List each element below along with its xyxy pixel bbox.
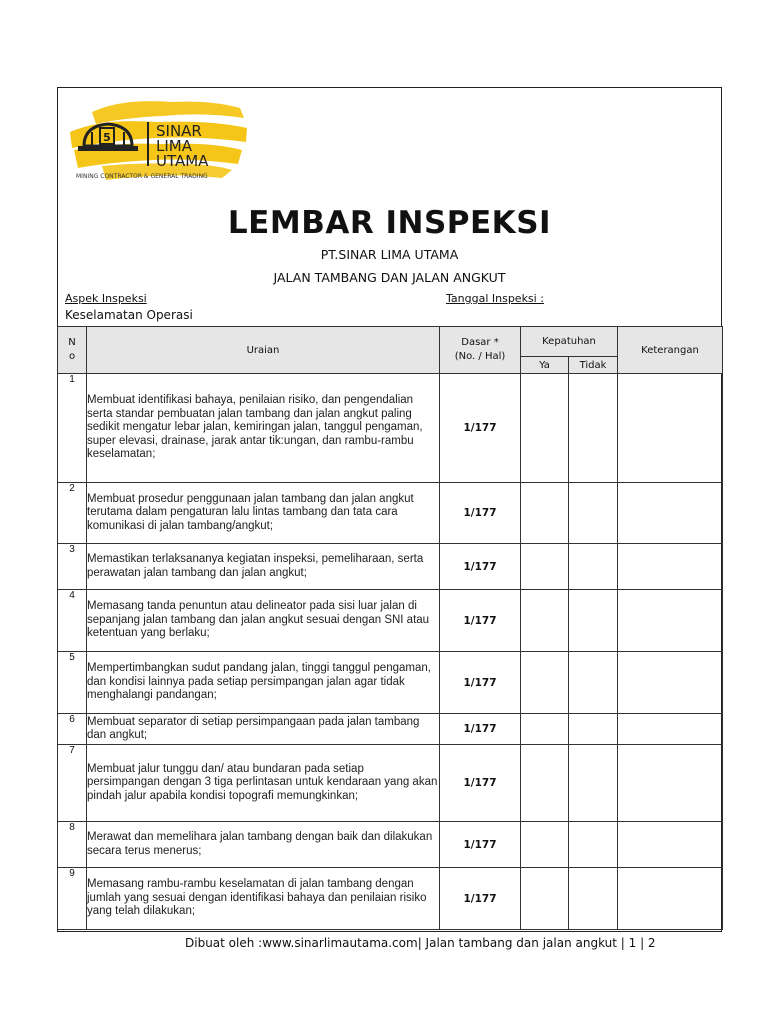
row-remarks-cell[interactable] bbox=[618, 483, 723, 544]
row-number: 2 bbox=[58, 483, 87, 544]
row-yes-cell[interactable] bbox=[521, 374, 569, 483]
header-remarks: Keterangan bbox=[618, 327, 723, 374]
row-description: Membuat prosedur penggunaan jalan tambang dan jalan angkut terutama dalam pengaturan lalu lintas tambang dan tata cara komunikasi di jalan tambang/angkut; bbox=[87, 483, 440, 544]
row-yes-cell[interactable] bbox=[521, 590, 569, 652]
row-description: Mempertimbangkan sudut pandang jalan, tinggi tanggul pengaman, dan kondisi lainnya pada setiap persimpangan jalan agar tidak menghalangi pandangan; bbox=[87, 652, 440, 714]
row-yes-cell[interactable] bbox=[521, 483, 569, 544]
row-remarks-cell[interactable] bbox=[618, 374, 723, 483]
header-basis: Dasar * (No. / Hal) bbox=[440, 327, 521, 374]
row-no-cell[interactable] bbox=[569, 822, 618, 868]
row-yes-cell[interactable] bbox=[521, 868, 569, 930]
row-yes-cell[interactable] bbox=[521, 544, 569, 590]
row-no-cell[interactable] bbox=[569, 714, 618, 745]
aspect-label: Aspek Inspeksi bbox=[65, 292, 147, 305]
table-row bbox=[58, 714, 723, 745]
row-yes-cell[interactable] bbox=[521, 714, 569, 745]
row-remarks-cell[interactable] bbox=[618, 868, 723, 930]
row-number: 4 bbox=[58, 590, 87, 652]
header-description: Uraian bbox=[87, 327, 440, 374]
table-row bbox=[58, 745, 723, 822]
row-description: Memasang rambu-rambu keselamatan di jalan tambang dengan jumlah yang sesuai dengan identifikasi bahaya dan penilaian risiko yang telah dilakukan; bbox=[87, 868, 440, 930]
row-number: 3 bbox=[58, 544, 87, 590]
table-row bbox=[58, 822, 723, 868]
header-no: N o bbox=[58, 327, 87, 374]
inspection-subject: JALAN TAMBANG DAN JALAN ANGKUT bbox=[273, 270, 506, 285]
header-yes: Ya bbox=[521, 357, 569, 374]
logo-badge-number: 5 bbox=[103, 131, 111, 144]
logo-tagline: MINING CONTRACTOR & GENERAL TRADING bbox=[76, 173, 208, 180]
row-remarks-cell[interactable] bbox=[618, 745, 723, 822]
table-row bbox=[58, 652, 723, 714]
row-yes-cell[interactable] bbox=[521, 652, 569, 714]
row-remarks-cell[interactable] bbox=[618, 652, 723, 714]
table-row bbox=[58, 544, 723, 590]
row-no-cell[interactable] bbox=[569, 483, 618, 544]
table-row bbox=[58, 868, 723, 930]
row-basis: 1/177 bbox=[440, 374, 521, 483]
row-description: Memasang tanda penuntun atau delineator pada sisi luar jalan di sepanjang jalan tambang dan jalan angkut sesuai dengan SNI atau ketentuan yang berlaku; bbox=[87, 590, 440, 652]
row-number: 8 bbox=[58, 822, 87, 868]
row-no-cell[interactable] bbox=[569, 652, 618, 714]
logo-line3: UTAMA bbox=[156, 152, 209, 170]
row-number: 6 bbox=[58, 714, 87, 745]
row-number: 7 bbox=[58, 745, 87, 822]
logo-line2: LIMA bbox=[156, 137, 192, 155]
company-name: PT.SINAR LIMA UTAMA bbox=[320, 247, 459, 262]
row-no-cell[interactable] bbox=[569, 745, 618, 822]
aspect-value: Keselamatan Operasi bbox=[65, 308, 193, 322]
row-description: Membuat jalur tunggu dan/ atau bundaran pada setiap persimpangan dengan 3 tiga perlintasan untuk kendaraan yang akan pindah jalur apabila kondisi topografi memungkinkan; bbox=[87, 745, 440, 822]
row-description: Membuat identifikasi bahaya, penilaian risiko, dan pengendalian serta standar pembuatan jalan tambang dan jalan angkut paling sedikit mengatur lebar jalan, kemiringan jalan, tanggul pengaman, super elevasi, drainase, jarak antar tik:ungan, dan rambu-rambu keselamatan; bbox=[87, 374, 440, 483]
table-row bbox=[58, 590, 723, 652]
row-remarks-cell[interactable] bbox=[618, 544, 723, 590]
row-basis: 1/177 bbox=[440, 652, 521, 714]
header-no-compliance: Tidak bbox=[569, 357, 618, 374]
row-basis: 1/177 bbox=[440, 590, 521, 652]
header-compliance: Kepatuhan bbox=[521, 327, 618, 357]
row-basis: 1/177 bbox=[440, 745, 521, 822]
logo-graphic bbox=[62, 92, 252, 188]
row-basis: 1/177 bbox=[440, 714, 521, 745]
row-no-cell[interactable] bbox=[569, 590, 618, 652]
row-description: Membuat separator di setiap persimpangaan pada jalan tambang dan angkut; bbox=[87, 714, 440, 745]
table-row bbox=[58, 483, 723, 544]
document-title: LEMBAR INSPEKSI bbox=[227, 205, 552, 241]
row-basis: 1/177 bbox=[440, 868, 521, 930]
row-yes-cell[interactable] bbox=[521, 745, 569, 822]
row-no-cell[interactable] bbox=[569, 374, 618, 483]
row-number: 1 bbox=[58, 374, 87, 483]
inspection-table bbox=[57, 326, 723, 930]
inspection-date-label: Tanggal Inspeksi : bbox=[446, 292, 544, 305]
row-number: 9 bbox=[58, 868, 87, 930]
page-footer: Dibuat oleh :www.sinarlimautama.com| Jalan tambang dan jalan angkut | 1 | 2 bbox=[185, 936, 656, 950]
row-basis: 1/177 bbox=[440, 544, 521, 590]
row-remarks-cell[interactable] bbox=[618, 822, 723, 868]
table-row bbox=[58, 374, 723, 483]
row-no-cell[interactable] bbox=[569, 544, 618, 590]
row-number: 5 bbox=[58, 652, 87, 714]
row-basis: 1/177 bbox=[440, 483, 521, 544]
row-yes-cell[interactable] bbox=[521, 822, 569, 868]
row-no-cell[interactable] bbox=[569, 868, 618, 930]
logo-line1: SINAR bbox=[156, 122, 202, 140]
row-basis: 1/177 bbox=[440, 822, 521, 868]
row-description: Merawat dan memelihara jalan tambang dengan baik dan dilakukan secara terus menerus; bbox=[87, 822, 440, 868]
row-remarks-cell[interactable] bbox=[618, 714, 723, 745]
company-logo bbox=[62, 92, 252, 188]
row-remarks-cell[interactable] bbox=[618, 590, 723, 652]
row-description: Memastikan terlaksananya kegiatan inspeksi, pemeliharaan, serta perawatan jalan tambang dan jalan angkut; bbox=[87, 544, 440, 590]
